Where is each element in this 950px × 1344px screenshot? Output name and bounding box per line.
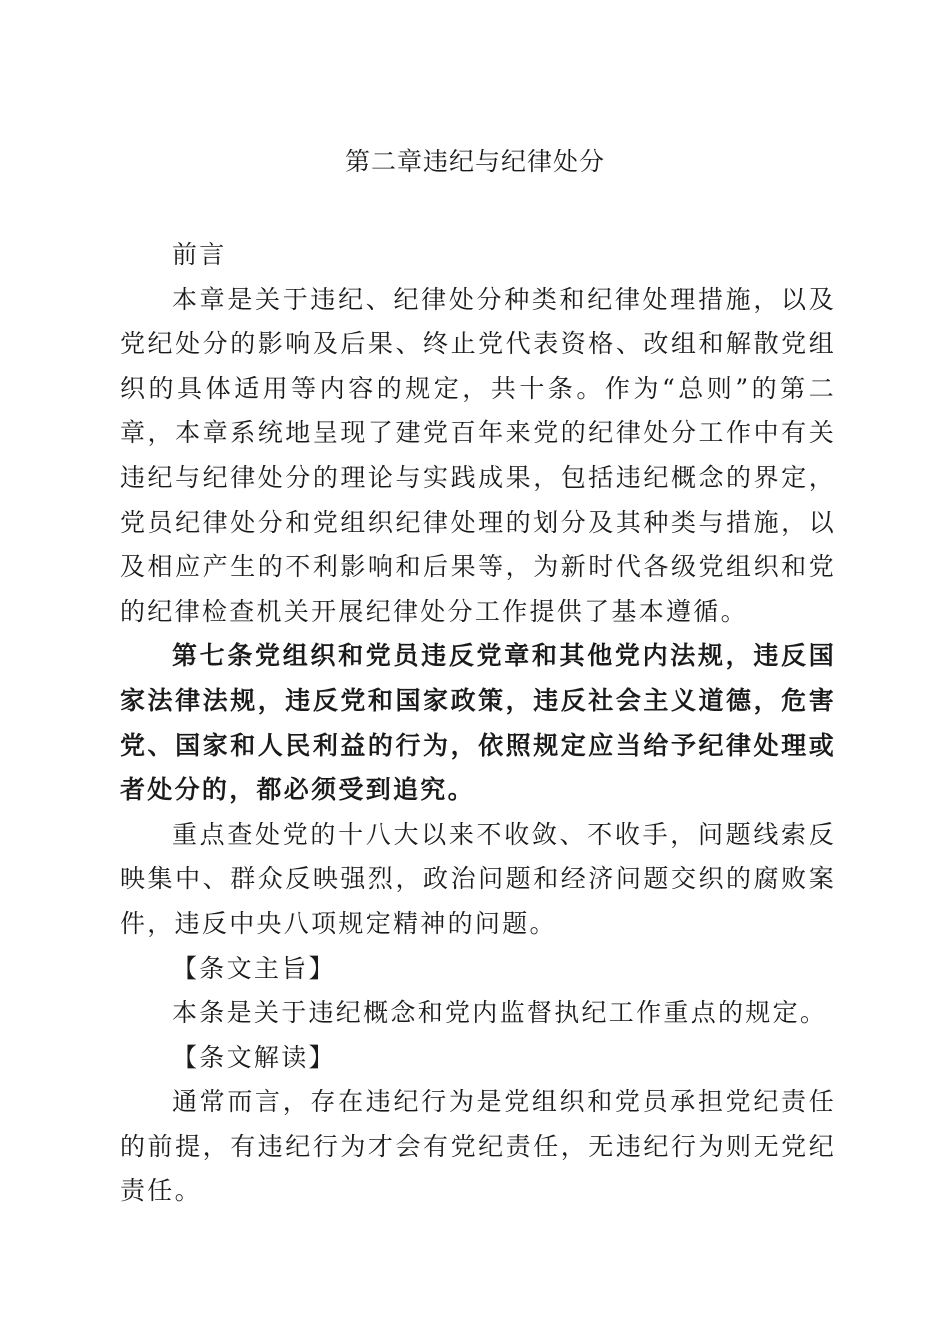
paragraph-preface-heading: 前言 [172, 240, 227, 269]
document-body [120, 233, 836, 1214]
paragraph-purpose-heading: 【条文主旨】 [172, 953, 336, 983]
paragraph-interpretation-text: 通常而言，存在违纪行为是党组织和党员承担党纪责任的前提，有违纪行为才会有党纪责任，无违纪行为则无党纪责任。 [120, 1087, 836, 1206]
chapter-title: 第二章违纪与纪律处分 [344, 147, 605, 176]
paragraph-article-seven-supplement: 重点查处党的十八大以来不收敛、不收手，问题线索反映集中、群众反映强烈，政治问题和经济问题交织的腐败案件，违反中央八项规定精神的问题。 [120, 819, 836, 938]
paragraph-article-seven: 第七条党组织和党员违反党章和其他党内法规，违反国家法律法规，违反党和国家政策，违反社会主义道德，危害党、国家和人民利益的行为，依照规定应当给予纪律处理或者处分的，都必须受到追究。 [120, 641, 836, 805]
paragraph-interpretation-heading: 【条文解读】 [172, 1042, 336, 1072]
paragraph-purpose-text: 本条是关于违纪概念和党内监督执纪工作重点的规定。 [172, 998, 828, 1028]
paragraph-preface-text: 本章是关于违纪、纪律处分种类和纪律处理措施，以及党纪处分的影响及后果、终止党代表资格、改组和解散党组织的具体适用等内容的规定，共十条。作为“总则”的第二章，本章系统地呈现了建党百年来党的纪律处分工作中有关违纪与纪律处分的理论与实践成果，包括违纪概念的界定，党员纪律处分和党组织纪律处理的划分及其种类与措施，以及相应产生的不利影响和后果等，为新时代各级党组织和党的纪律检查机关开展纪律处分工作提供了基本遵循。 [120, 284, 836, 626]
